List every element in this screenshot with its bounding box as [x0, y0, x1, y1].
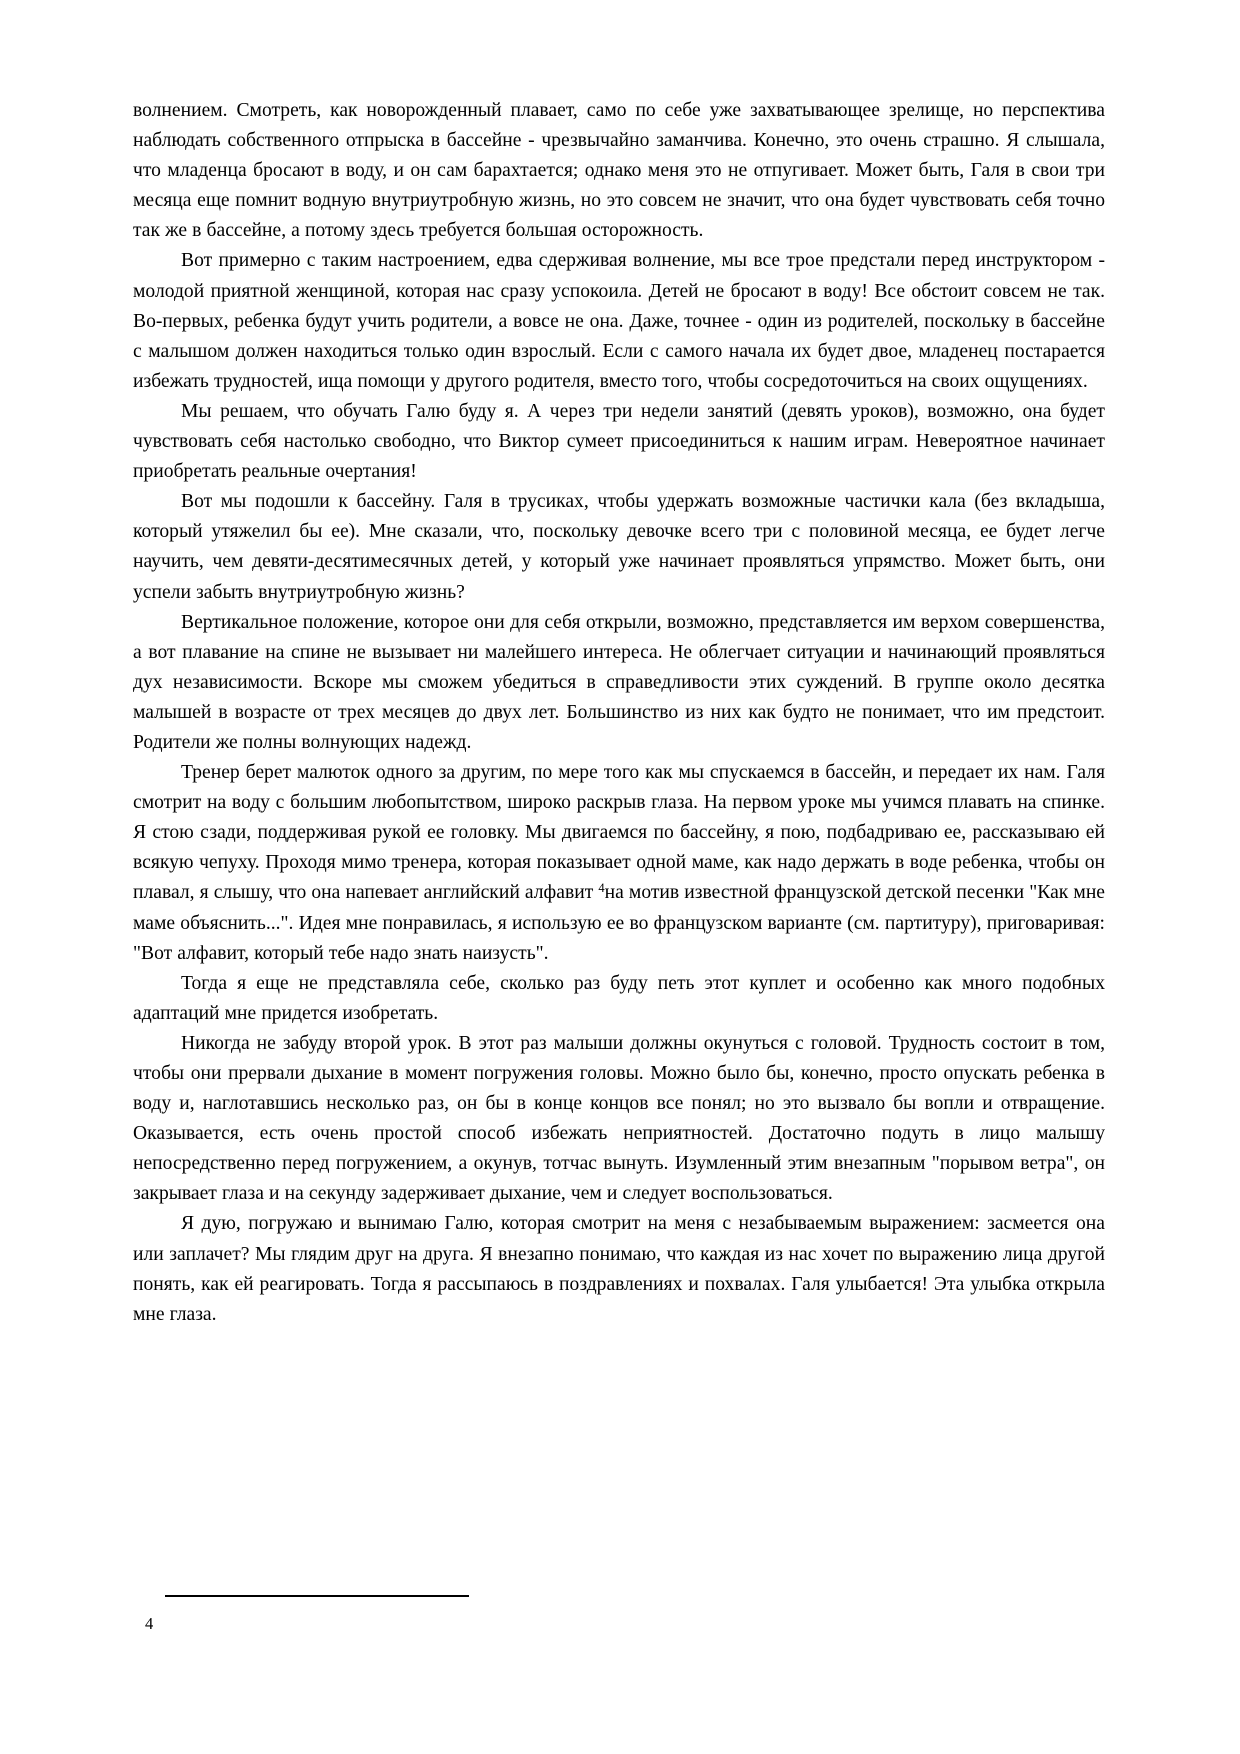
paragraph-6: [133, 758, 1105, 969]
paragraph-4: Вот мы подошли к бассейну. Галя в трусиках, чтобы удержать возможные частички кала (без вкладыша, который утяжелил бы ее). Мне сказали, что, поскольку девочке всего три с половиной месяца, ее будет легче научить, чем девяти-десятимесячных детей, у который уже начинает проявляться упрямство. Может быть, они успели забыть внутриутробную жизнь?: [133, 491, 1105, 603]
footnote-number-label: 4: [145, 1614, 154, 1633]
paragraph-2: Вот примерно с таким настроением, едва сдерживая волнение, мы все трое предстали перед инструктором - молодой приятной женщиной, которая нас сразу успокоила. Детей не бросают в воду! Все обстоит совсем не так. Во-первых, ребенка будут учить родители, а вовсе не она. Даже, точнее - один из родителей, поскольку в бассейне с малышом должен находиться только один взрослый. Если с самого начала их будет двое, младенец постарается избежать трудностей, ища помощи у другого родителя, вместо того, чтобы сосредоточиться на своих ощущениях.: [133, 250, 1105, 392]
footnote-area: [133, 1595, 1105, 1634]
paragraph-1: волнением. Смотреть, как новорожденный плавает, само по себе уже захватывающее зрелище, но перспектива наблюдать собственного отпрыска в бассейне - чрезвычайно заманчива. Конечно, это очень страшно. Я слышала, что младенца бросают в воду, и он сам барахтается; однако меня это не отпугивает. Может быть, Галя в свои три месяца еще помнит водную внутриутробную жизнь, но это совсем не значит, что она будет чувствовать себя точно так же в бассейне, а потому здесь требуется большая осторожность.: [133, 100, 1105, 242]
footnote-reference-marker: 4: [598, 881, 605, 896]
paragraph-8: Никогда не забуду второй урок. В этот раз малыши должны окунуться с головой. Трудность состоит в том, чтобы они прервали дыхание в момент погружения головы. Можно было бы, конечно, просто опускать ребенка в воду и, наглотавшись несколько раз, он бы в конце концов все понял; но это вызвало бы вопли и отвращение. Оказывается, есть очень простой способ избежать неприятностей. Достаточно подуть в лицо малышу непосредственно перед погружением, а окунув, тотчас вынуть. Изумленный этим внезапным "порывом ветра", он закрывает глаза и на секунду задерживает дыхание, чем и следует воспользоваться.: [133, 1032, 1105, 1205]
footnote-separator-rule: [165, 1595, 469, 1597]
paragraph-6-text-after-footnote: на мотив известной французской детской песенки "Как мне маме объяснить...". Идея мне понравилась, я использую ее во французском варианте (см. партитуру), приговаривая: "Вот алфавит, который тебе надо знать наизусть".: [133, 882, 1105, 964]
paragraph-6-text-before-footnote: Тренер берет малюток одного за другим, по мере того как мы спускаемся в бассейн, и передает их нам. Галя смотрит на воду с большим любопытством, широко раскрыв глаза. На первом уроке мы учимся плавать на спинке. Я стою сзади, поддерживая рукой ее головку. Мы двигаемся по бассейну, я пою, подбадриваю ее, рассказываю ей всякую чепуху. Проходя мимо тренера, которая показывает одной маме, как надо держать в воде ребенка, чтобы он плавал, я слышу, что она напевает английский алфавит: [133, 762, 1105, 904]
paragraph-5: Вертикальное положение, которое они для себя открыли, возможно, представляется им верхом совершенства, а вот плавание на спине не вызывает ни малейшего интереса. Не облегчает ситуации и начинающий проявляться дух независимости. Вскоре мы сможем убедиться в справедливости этих суждений. В группе около десятка малышей в возрасте от трех месяцев до двух лет. Большинство из них как будто не понимает, что им предстоит. Родители же полны волнующих надежд.: [133, 611, 1105, 753]
paragraph-7: Тогда я еще не представляла себе, сколько раз буду петь этот куплет и особенно как много подобных адаптаций мне придется изобретать.: [133, 972, 1105, 1024]
paragraph-3: Мы решаем, что обучать Галю буду я. А через три недели занятий (девять уроков), возможно, она будет чувствовать себя настолько свободно, что Виктор сумеет присоединиться к нашим играм. Невероятное начинает приобретать реальные очертания!: [133, 400, 1105, 483]
page-text-body: [133, 96, 1105, 1330]
paragraph-9: Я дую, погружаю и вынимаю Галю, которая смотрит на меня с незабываемым выражением: засмеется она или заплачет? Мы глядим друг на друга. Я внезапно понимаю, что каждая из нас хочет по выражению лица другой понять, как ей реагировать. Тогда я рассыпаюсь в поздравлениях и похвалах. Галя улыбается! Эта улыбка открыла мне глаза.: [133, 1213, 1105, 1325]
